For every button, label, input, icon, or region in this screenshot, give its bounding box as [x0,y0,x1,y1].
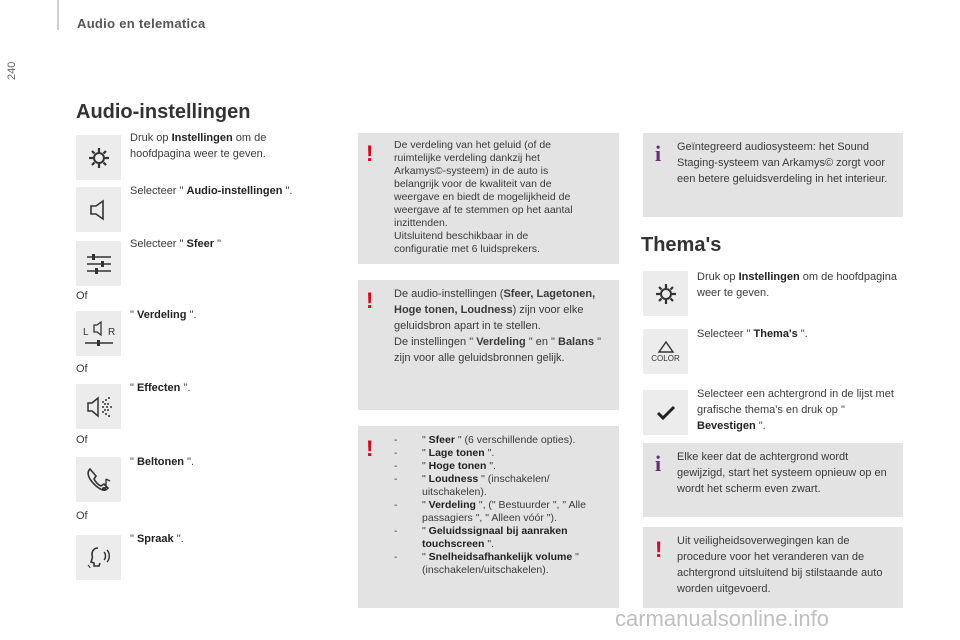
note-text: Uit veiligheidsoverwegingen kan de procedure voor het veranderen van de achtergrond uitsluitend bij stilstaande auto worden uitgevoerd. [677,535,883,595]
speaker-icon [76,187,121,232]
page-title: Audio-instellingen [76,101,251,123]
or-label: Of [76,510,88,522]
balance-icon [76,311,121,356]
step-themes: Selecteer " Thema's ". [697,328,808,340]
warning-note-options [358,426,619,608]
warning-icon: ! [366,436,374,461]
list-item: - " Hoge tonen ". [394,460,496,472]
or-label: Of [76,363,88,375]
gear-icon [76,135,121,180]
note-text: Elke keer dat de achtergrond wordt gewijzigd, start het systeem opnieuw op en wordt het scherm even zwart. [677,451,887,495]
list-item: - " Lage tonen ". [394,447,495,459]
checkmark-icon [643,390,688,435]
equalizer-icon [76,241,121,286]
color-icon [643,329,688,374]
warning-note-settings [358,280,619,410]
warning-icon: ! [655,537,663,562]
gear-icon [643,271,688,316]
effects-icon [76,384,121,429]
color-label: COLOR [651,354,680,363]
watermark: carmanualsonline.info [615,606,830,631]
header-divider [57,0,59,30]
section-title: Audio en telematica [77,16,206,31]
info-icon: i [655,141,662,166]
note-text: De audio-instellingen (Sfeer, Lagetonen, Hoge tonen, Loudness) zijn voor elke geluidsbron apart in te stellen. De instellingen " Verdeling " en " Balans " zijn voor alle geluidsbronnen gelijk. [394,288,602,364]
or-label: Of [76,290,88,302]
step-ringtones: " Beltonen ". [130,456,195,468]
step-distribution: " Verdeling ". [130,309,197,321]
step-effects: " Effecten ". [130,382,191,394]
list-item: - " Loudness " (inschakelen/ uitschakelen). [394,473,550,498]
note-text: Geïntegreerd audiosysteem: het Sound Staging-systeem van Arkamys© zorgt voor een betere geluidsverdeling in het interieur. [677,141,888,185]
list-item: - " Geluidssignaal bij aanraken touchscreen ". [394,525,568,550]
phone-ring-icon [76,457,121,502]
info-note-restart [643,443,903,517]
svg-text:L: L [82,326,89,338]
note-text: De verdeling van het geluid (of de ruimtelijke verdeling dankzij het Arkamys©-systeem) in de auto is belangrijk voor de kwaliteit van de weergave en biedt de mogelijkheid de weergave af te stemmen op het aantal inzittenden. Uitsluitend beschikbaar in de configuratie met 6 luidsprekers. [394,139,573,255]
page-number: 240 [6,61,18,80]
svg-text:R: R [107,326,115,338]
warning-icon: ! [366,288,374,313]
options-list [394,434,616,577]
list-item: - " Sfeer " (6 verschillende opties). [394,434,576,446]
step-ambience: Selecteer " Sfeer " [130,238,221,250]
step-audio-settings: Selecteer " Audio-instellingen ". [130,185,293,197]
or-label: Of [76,434,88,446]
step-settings: Druk op Instellingen om de hoofdpagina weer te geven. [130,132,267,160]
step-voice: " Spraak ". [130,533,184,545]
voice-icon [76,535,121,580]
section-heading-themes: Thema's [641,234,722,256]
warning-note-safety [643,527,903,608]
list-item: - " Verdeling ", (" Bestuurder ", " Alle passagiers ", " Alleen vóór "). [394,499,586,524]
step-theme-settings: Druk op Instellingen om de hoofdpagina weer te geven. [697,271,897,299]
info-note-arkamys [643,133,903,217]
warning-icon: ! [366,141,374,166]
info-icon: i [655,451,662,476]
step-confirm: Selecteer een achtergrond in de lijst met grafische thema's en druk op " Bevestigen ". [697,388,894,432]
warning-note-distribution [358,133,619,264]
list-item: - " Snelheidsafhankelijk volume " (inschakelen/uitschakelen). [394,551,579,576]
